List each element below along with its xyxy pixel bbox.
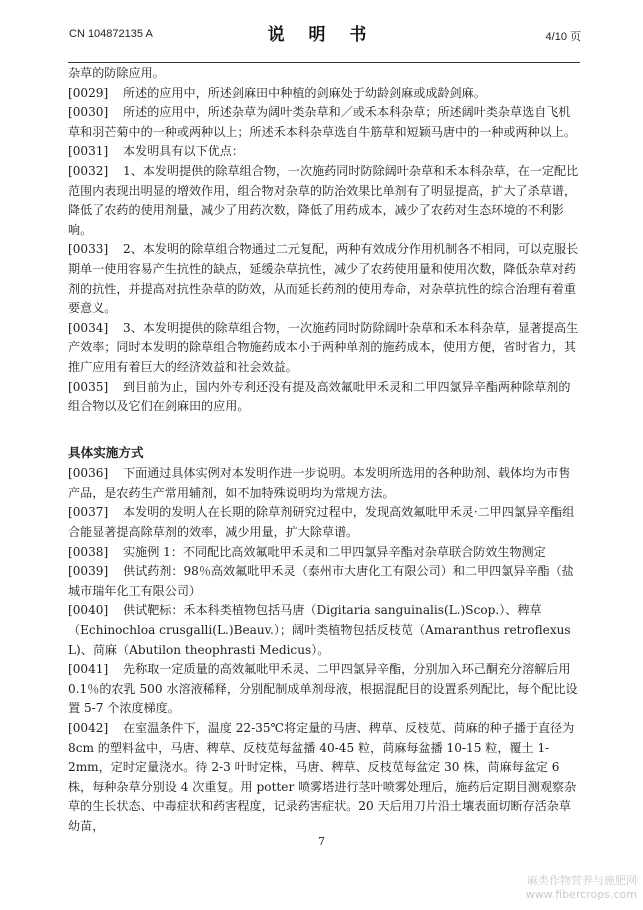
header-rule bbox=[68, 62, 580, 63]
paragraph-list-b bbox=[68, 464, 581, 836]
paragraph bbox=[68, 562, 581, 601]
paragraph-number: [0029] bbox=[68, 85, 109, 100]
paragraph bbox=[68, 319, 581, 378]
paragraph-text: 实施例 1：不同配比高效氟吡甲禾灵和二甲四氯异辛酯对杂草联合防效生物测定 bbox=[123, 544, 546, 559]
paragraph-text: 在室温条件下，温度 22-35℃将定量的马唐、稗草、反枝苋、苘麻的种子播于直径为 8cm 的塑料盆中，马唐、稗草、反枝苋每盆播 40-45 粒，苘麻每盆播 10-15 粒，覆土 1-2mm，定时定量浇水。待 2-3 叶时定株，马唐、稗草、反枝苋每盆定 30 株，苘麻每盆定 6 株，每种杂草分别设 4 次重复。用 potter 喷雾塔进行茎叶喷雾处理后，施药后定期目测观察杂草的生长状态、中毒症状和药害程度，记录药害症状。20 天后用刀片沿土壤表面切断存活杂草幼苗， bbox=[68, 721, 577, 833]
paragraph-number: [0037] bbox=[68, 505, 109, 520]
paragraph-text: 2、本发明的除草组合物通过二元复配，两种有效成分作用机制各不相同，可以克服长期单一使用容易产生抗性的缺点，延缓杂草抗性，减少了农药使用量和使用次数，降低杂草对药剂的抗性，并提高对抗性杂草的防效，从而延长药剂的使用寿命，对杂草抗性的综合治理有着重要意义。 bbox=[68, 242, 579, 316]
paragraph-text: 本发明的发明人在长期的除草剂研究过程中，发现高效氟吡甲禾灵·二甲四氯异辛酯组合能显著提高除草剂的效率，减少用量，扩大除草谱。 bbox=[68, 505, 575, 540]
paragraph bbox=[68, 503, 581, 542]
page-number: 7 bbox=[318, 835, 325, 848]
paragraph bbox=[68, 84, 581, 104]
paragraph bbox=[68, 719, 581, 837]
watermark bbox=[526, 874, 637, 902]
paragraph-text: 所述的应用中，所述杂草为阔叶类杂草和／或禾本科杂草；所述阔叶类杂草选自飞机草和羽芒菊中的一种或两种以上；所述禾本科杂草选自牛筋草和短颖马唐中的一种或两种以上。 bbox=[68, 105, 576, 139]
paragraph bbox=[68, 103, 581, 142]
paragraph bbox=[68, 601, 581, 660]
paragraph-list-a bbox=[68, 84, 581, 417]
spacer bbox=[68, 417, 581, 436]
paragraph-text: 3、本发明提供的除草组合物，一次施药同时防除阔叶杂草和禾本科杂草，显著提高生产效率；同时本发明的除草组合物施药成本小于两种单剂的施药成本，使用方便，省时省力，其推广应用有着巨大的经济效益和社会效益。 bbox=[68, 320, 579, 374]
paragraph-text: 下面通过具体实例对本发明作进一步说明。本发明所选用的各种助剂、载体均为市售产品，是农药生产常用辅剂，如不加特殊说明均为常规方法。 bbox=[68, 466, 571, 500]
paragraph-text: 所述的应用中，所述剑麻田中种植的剑麻处于幼龄剑麻或成龄剑麻。 bbox=[123, 85, 486, 100]
paragraph bbox=[68, 378, 581, 417]
paragraph-number: [0041] bbox=[68, 662, 109, 677]
paragraph-number: [0035] bbox=[68, 379, 109, 394]
watermark-line-2: www.fibercrops.com bbox=[525, 888, 637, 901]
document-title: 说 明 书 bbox=[267, 25, 376, 45]
paragraph-number: [0034] bbox=[68, 320, 109, 335]
paragraph-text: 本发明具有以下优点： bbox=[123, 144, 244, 159]
continuation-text-content: 杂草的防除应用。 bbox=[68, 66, 165, 80]
paragraph bbox=[68, 464, 581, 503]
paragraph-number: [0039] bbox=[68, 564, 109, 579]
paragraph-text: 到目前为止，国内外专利还没有提及高效氟吡甲禾灵和二甲四氯异辛酯两种除草剂的组合物以及它们在剑麻田的应用。 bbox=[68, 379, 571, 414]
paragraph bbox=[68, 162, 581, 240]
section-heading: 具体实施方式 bbox=[68, 444, 144, 460]
page-header bbox=[0, 16, 643, 60]
paragraph-number: [0038] bbox=[68, 544, 109, 559]
publication-number: CN 104872135 A bbox=[69, 28, 153, 40]
paragraph bbox=[68, 660, 581, 719]
paragraph-number: [0042] bbox=[68, 721, 109, 735]
paragraph-text: 供试靶标：禾本科类植物包括马唐（Digitaria sanguinalis(L.)Scop.）、稗草（Echinochloa crusgalli(L.)Beauv.）；阔叶类植物包括反枝苋（Amaranthus retroflexus L)、苘麻（Abutilon theophrasti Medicus）。 bbox=[68, 603, 571, 657]
watermark-line-1: 麻类作物营养与施肥网 bbox=[527, 874, 637, 887]
paragraph bbox=[68, 142, 581, 162]
paragraph-text: 先称取一定质量的高效氟吡甲禾灵、二甲四氯异辛酯，分别加入环己酮充分溶解后用 0.1％的农乳 500 水溶液稀释，分别配制成单剂母液，根据混配目的设置系列配比，每个配比设置 5-7 个浓度梯度。 bbox=[68, 662, 578, 716]
paragraph-number: [0040] bbox=[68, 603, 109, 618]
paragraph-text: 供试药剂：98％高效氟吡甲禾灵（泰州市大唐化工有限公司）和二甲四氯异辛酯（盐城市瑞年化工有限公司） bbox=[68, 564, 574, 598]
page-counter: 4/10 页 bbox=[545, 31, 581, 43]
paragraph bbox=[68, 240, 581, 318]
paragraph-number: [0033] bbox=[68, 242, 109, 257]
paragraph-text: 1、本发明提供的除草组合物，一次施药同时防除阔叶杂草和禾本科杂草，在一定配比范围内表现出明显的增效作用，组合物对杂草的防治效果比单剂有了明显提高，扩大了杀草谱，降低了农药的使用剂量，减少了用药次数，降低了用药成本，减少了农药对生态环境的不利影响。 bbox=[68, 163, 579, 237]
paragraph-number: [0036] bbox=[68, 466, 109, 481]
paragraph-number: [0031] bbox=[68, 144, 109, 159]
document-body bbox=[68, 64, 581, 837]
continuation-text bbox=[68, 64, 581, 84]
paragraph-number: [0030] bbox=[68, 105, 109, 120]
paragraph-number: [0032] bbox=[68, 163, 109, 178]
paragraph bbox=[68, 543, 581, 563]
